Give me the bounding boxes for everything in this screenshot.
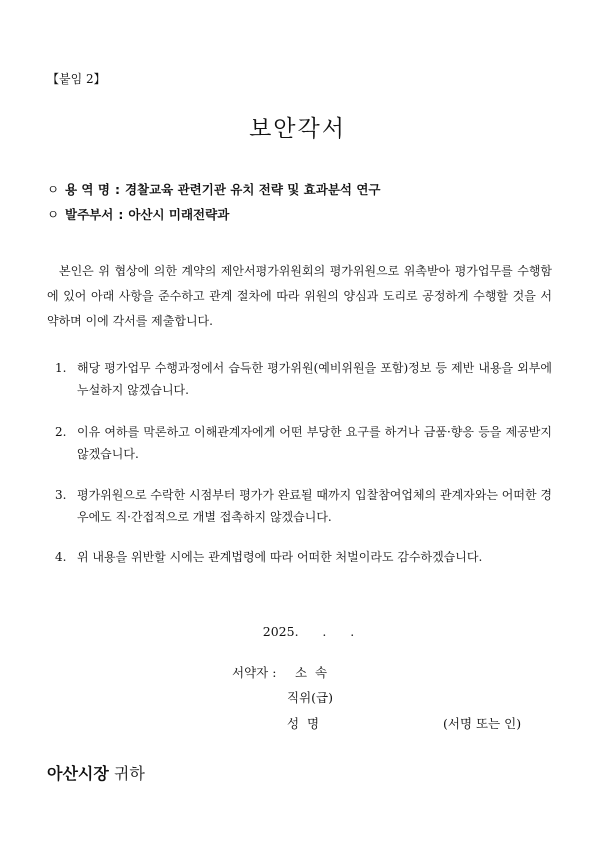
ordering-dept-value: 아산시 미래전략과 bbox=[128, 207, 230, 222]
pledge-item-1 bbox=[55, 357, 552, 401]
addressee-name: 아산시장 bbox=[47, 764, 109, 783]
bullet-mark: ㅇ bbox=[47, 207, 60, 222]
pledge-text: 이유 여하를 막론하고 이해관계자에게 어떤 부당한 요구를 하거나 금품·향응 등을 제공받지 않겠습니다. bbox=[77, 425, 552, 461]
pledge-number: 2. bbox=[55, 425, 67, 439]
ordering-dept-row bbox=[47, 205, 229, 223]
addressee-honorific: 귀하 bbox=[113, 764, 145, 783]
intro-paragraph: 본인은 위 협상에 의한 계약의 제안서평가위원회의 평가위원으로 위촉받아 평가업무를 수행함에 있어 아래 사항을 준수하고 관계 절차에 따라 위원의 양심과 도리로 공정하게 수행할 것을 서약하며 이에 각서를 제출합니다. bbox=[47, 264, 552, 328]
name-label: 성 명 bbox=[287, 716, 320, 731]
pledge-text: 해당 평가업무 수행과정에서 습득한 평가위원(예비위원을 포함)정보 등 제반 내용을 외부에 누설하지 않겠습니다. bbox=[77, 361, 552, 397]
ordering-dept-label: 발주부서 bbox=[65, 207, 114, 222]
separator: : bbox=[114, 182, 120, 197]
pledge-item-4 bbox=[55, 546, 552, 568]
signer-label: 서약자 : bbox=[232, 665, 277, 680]
pledge-number: 3. bbox=[55, 488, 67, 502]
pledge-text: 평가위원으로 수락한 시점부터 평가가 완료될 때까지 입찰참여업체의 관계자와는 어떠한 경우에도 직·간접적으로 개별 접촉하지 않겠습니다. bbox=[77, 488, 552, 524]
addressee bbox=[47, 761, 145, 784]
document-title: 보안각서 bbox=[249, 116, 346, 142]
position-label: 직위(급) bbox=[287, 690, 333, 705]
project-name-value: 경찰교육 관련기관 유치 전략 및 효과분석 연구 bbox=[124, 182, 381, 197]
pledge-item-3 bbox=[55, 484, 552, 528]
date-line: 2025. . . bbox=[262, 624, 355, 639]
project-name-row bbox=[47, 180, 380, 198]
bullet-mark: ㅇ bbox=[47, 182, 60, 197]
signature-or-seal-note: (서명 또는 인) bbox=[443, 716, 522, 731]
pledge-item-2 bbox=[55, 421, 552, 465]
pledge-text: 위 내용을 위반할 시에는 관계법령에 따라 어떠한 처벌이라도 감수하겠습니다. bbox=[77, 550, 483, 564]
affiliation-label: 소 속 bbox=[295, 665, 328, 680]
attachment-label: 【붙임 2】 bbox=[47, 72, 106, 86]
pledge-number: 1. bbox=[55, 361, 67, 375]
project-name-label: 용 역 명 bbox=[65, 182, 110, 197]
separator: : bbox=[118, 207, 124, 222]
pledge-number: 4. bbox=[55, 550, 67, 564]
